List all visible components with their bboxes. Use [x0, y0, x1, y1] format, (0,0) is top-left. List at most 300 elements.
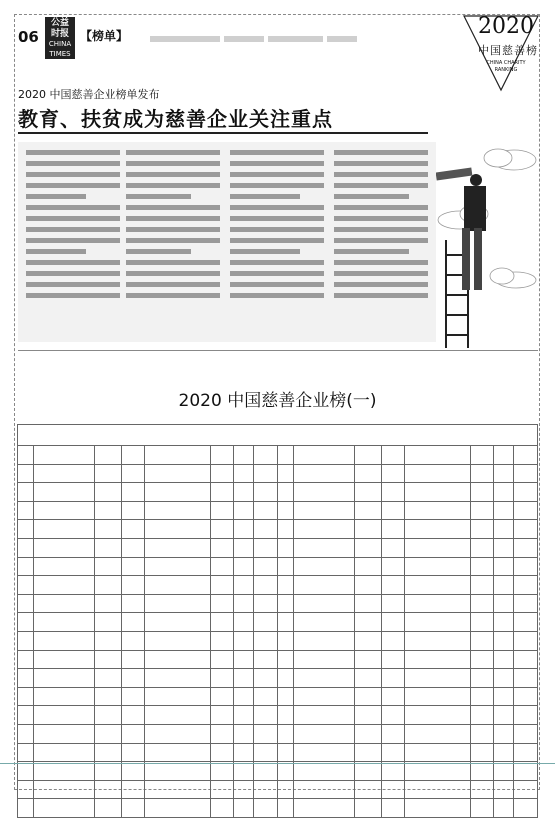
text-line-placeholder [126, 227, 220, 232]
table-cell [494, 557, 514, 576]
table-cell [405, 724, 471, 743]
table-cell [145, 576, 211, 595]
table-cell [253, 576, 277, 595]
table-cell [513, 724, 537, 743]
table-cell [513, 631, 537, 650]
table-cell [277, 520, 293, 539]
table-cell [253, 446, 277, 465]
table-cell [294, 594, 354, 613]
table-cell [94, 780, 121, 799]
table-cell [211, 538, 234, 557]
table-cell [294, 576, 354, 595]
text-line-placeholder [230, 227, 324, 232]
table-cell [277, 687, 293, 706]
table-cell [277, 650, 293, 669]
table-cell [94, 464, 121, 483]
table-cell [470, 687, 493, 706]
table-cell [382, 631, 405, 650]
table-cell [122, 501, 145, 520]
table-cell [122, 464, 145, 483]
table-cell [34, 631, 94, 650]
table-cell [382, 538, 405, 557]
table-row [18, 650, 538, 669]
table-cell [122, 762, 145, 781]
table-cell [354, 669, 381, 688]
section-tag: 【榜单】 [80, 29, 129, 43]
table-cell [145, 557, 211, 576]
table-cell [294, 557, 354, 576]
table-cell [382, 464, 405, 483]
table-cell [494, 650, 514, 669]
table-cell [382, 557, 405, 576]
table-cell [18, 762, 34, 781]
table-row [18, 724, 538, 743]
table-cell [211, 799, 234, 818]
text-line-placeholder [126, 238, 220, 243]
table-cell [294, 669, 354, 688]
table-row [18, 594, 538, 613]
table-row [18, 483, 538, 502]
table-cell [382, 687, 405, 706]
text-line-placeholder [334, 150, 428, 155]
table-cell [234, 631, 254, 650]
table-cell [494, 576, 514, 595]
table-cell [470, 613, 493, 632]
table-cell [354, 538, 381, 557]
text-line-placeholder [334, 260, 428, 265]
table-cell [513, 780, 537, 799]
table-cell [354, 743, 381, 762]
table-cell [405, 613, 471, 632]
table-cell [211, 464, 234, 483]
text-line-placeholder [334, 249, 409, 254]
ranking-table [17, 424, 538, 818]
table-row [18, 501, 538, 520]
table-cell [122, 446, 145, 465]
table-cell [494, 631, 514, 650]
table-cell [513, 557, 537, 576]
table-cell [354, 520, 381, 539]
table-cell [470, 762, 493, 781]
table-cell [34, 613, 94, 632]
table-cell [354, 557, 381, 576]
table-cell [122, 631, 145, 650]
table-cell [34, 743, 94, 762]
table-cell [294, 520, 354, 539]
text-line-placeholder [126, 282, 220, 287]
table-cell [382, 613, 405, 632]
table-cell [253, 743, 277, 762]
table-cell [18, 446, 34, 465]
table-row [18, 538, 538, 557]
table-cell [211, 724, 234, 743]
text-line-placeholder [26, 293, 120, 298]
table-cell [34, 520, 94, 539]
table-cell [470, 538, 493, 557]
newspaper-logo [45, 17, 75, 59]
table-cell [34, 780, 94, 799]
table-cell [494, 501, 514, 520]
table-cell [277, 762, 293, 781]
table-cell [494, 538, 514, 557]
article-kicker: 2020 中国慈善企业榜单发布 [18, 88, 160, 101]
table-cell [470, 520, 493, 539]
table-cell [211, 743, 234, 762]
table-cell [94, 520, 121, 539]
table-cell [18, 687, 34, 706]
table-cell [253, 724, 277, 743]
table-cell [94, 446, 121, 465]
table-cell [34, 538, 94, 557]
table-cell [405, 483, 471, 502]
table-cell [18, 650, 34, 669]
table-cell [294, 464, 354, 483]
table-cell [122, 724, 145, 743]
table-cell [513, 594, 537, 613]
text-line-placeholder [126, 260, 220, 265]
table-cell [145, 483, 211, 502]
table-cell [354, 483, 381, 502]
table-cell [145, 799, 211, 818]
table-cell [253, 780, 277, 799]
text-line-placeholder [26, 216, 120, 221]
table-cell [354, 464, 381, 483]
table-cell [122, 780, 145, 799]
table-row [18, 687, 538, 706]
table-cell [470, 780, 493, 799]
table-cell [294, 780, 354, 799]
telescope-illustration [436, 110, 540, 348]
text-line-placeholder [26, 227, 120, 232]
article-column-3 [230, 150, 324, 304]
table-title: 2020 中国慈善企业榜(一) [178, 391, 377, 411]
table-cell [470, 557, 493, 576]
table-row [18, 743, 538, 762]
table-cell [94, 799, 121, 818]
text-line-placeholder [26, 205, 120, 210]
text-line-placeholder [230, 150, 324, 155]
table-cell [18, 576, 34, 595]
table-cell [34, 483, 94, 502]
table-row [18, 557, 538, 576]
table-cell [277, 538, 293, 557]
table-cell [234, 706, 254, 725]
header-decoration [150, 27, 430, 35]
text-line-placeholder [126, 194, 191, 199]
table-cell [211, 576, 234, 595]
table-cell [94, 557, 121, 576]
table-cell [18, 669, 34, 688]
table-cell [253, 483, 277, 502]
table-cell [470, 669, 493, 688]
table-cell [234, 613, 254, 632]
table-cell [253, 799, 277, 818]
table-cell [277, 780, 293, 799]
text-line-placeholder [230, 271, 324, 276]
table-cell [405, 538, 471, 557]
table-cell [470, 650, 493, 669]
table-cell [470, 483, 493, 502]
table-cell [470, 631, 493, 650]
table-cell [234, 446, 254, 465]
table-row [18, 576, 538, 595]
text-line-placeholder [230, 194, 300, 199]
table-cell [145, 594, 211, 613]
text-line-placeholder [334, 172, 428, 177]
table-cell [122, 483, 145, 502]
table-cell [145, 724, 211, 743]
table-row [18, 520, 538, 539]
table-cell [18, 464, 34, 483]
table-cell [94, 538, 121, 557]
section-divider [18, 350, 538, 351]
table-cell [513, 483, 537, 502]
table-cell [94, 594, 121, 613]
article-body [18, 142, 436, 342]
table-cell [122, 650, 145, 669]
table-cell [122, 520, 145, 539]
text-line-placeholder [334, 205, 428, 210]
text-line-placeholder [230, 216, 324, 221]
table-cell [94, 706, 121, 725]
table-cell [34, 650, 94, 669]
table-cell [253, 650, 277, 669]
table-cell [354, 501, 381, 520]
table-cell [234, 669, 254, 688]
table-cell [294, 743, 354, 762]
table-cell [145, 501, 211, 520]
logo-line-4: TIMES [49, 50, 71, 58]
text-line-placeholder [230, 249, 300, 254]
table-cell [234, 538, 254, 557]
text-line-placeholder [26, 238, 120, 243]
table-cell [145, 613, 211, 632]
article-column-1 [26, 150, 120, 304]
table-cell [34, 762, 94, 781]
table-cell [494, 483, 514, 502]
table-cell [18, 501, 34, 520]
table-cell [513, 538, 537, 557]
table-cell [354, 446, 381, 465]
table-cell [18, 613, 34, 632]
table-cell [513, 650, 537, 669]
table-cell [382, 483, 405, 502]
text-line-placeholder [230, 172, 324, 177]
table-cell [253, 594, 277, 613]
table-cell [470, 594, 493, 613]
table-cell [494, 687, 514, 706]
article-column-2 [126, 150, 220, 304]
table-cell [18, 631, 34, 650]
table-cell [211, 687, 234, 706]
table-cell [405, 501, 471, 520]
table-cell [354, 576, 381, 595]
table-cell [405, 669, 471, 688]
table-cell [382, 799, 405, 818]
table-cell [354, 687, 381, 706]
table-cell [253, 687, 277, 706]
table-cell [405, 799, 471, 818]
table-cell [34, 669, 94, 688]
table-header [18, 425, 538, 446]
table-cell [34, 464, 94, 483]
badge-subtitle: CHINA CHARITY RANKING [486, 60, 526, 73]
table-cell [354, 613, 381, 632]
text-line-placeholder [334, 161, 428, 166]
table-cell [513, 669, 537, 688]
table-cell [234, 762, 254, 781]
table-cell [211, 446, 234, 465]
table-cell [405, 631, 471, 650]
table-cell [145, 446, 211, 465]
text-line-placeholder [126, 150, 220, 155]
table-cell [122, 594, 145, 613]
table-cell [277, 501, 293, 520]
table-cell [18, 538, 34, 557]
table-cell [122, 576, 145, 595]
table-row [18, 613, 538, 632]
table-cell [277, 631, 293, 650]
table-cell [494, 613, 514, 632]
table-cell [382, 669, 405, 688]
table-cell [145, 687, 211, 706]
text-line-placeholder [26, 172, 120, 177]
table-cell [34, 687, 94, 706]
table-cell [513, 687, 537, 706]
table-cell [234, 594, 254, 613]
table-cell [354, 631, 381, 650]
text-line-placeholder [334, 216, 428, 221]
table-cell [253, 464, 277, 483]
table-cell [18, 520, 34, 539]
table-cell [382, 520, 405, 539]
logo-line-3: CHINA [48, 40, 72, 48]
table-cell [277, 613, 293, 632]
table-cell [494, 464, 514, 483]
table-cell [234, 799, 254, 818]
table-cell [18, 799, 34, 818]
table-cell [145, 669, 211, 688]
table-cell [253, 501, 277, 520]
text-line-placeholder [126, 183, 220, 188]
table-cell [211, 780, 234, 799]
table-cell [470, 501, 493, 520]
table-cell [211, 762, 234, 781]
table-cell [294, 687, 354, 706]
table-cell [294, 501, 354, 520]
text-line-placeholder [334, 238, 428, 243]
table-cell [294, 446, 354, 465]
table-cell [277, 724, 293, 743]
table-cell [94, 501, 121, 520]
text-line-placeholder [126, 205, 220, 210]
text-line-placeholder [230, 260, 324, 265]
article-headline: 教育、扶贫成为慈善企业关注重点 [18, 107, 333, 131]
table-cell [354, 594, 381, 613]
table-cell [94, 631, 121, 650]
table-cell [494, 446, 514, 465]
table-cell [253, 538, 277, 557]
table-cell [94, 613, 121, 632]
table-cell [405, 446, 471, 465]
table-cell [145, 464, 211, 483]
table-cell [122, 743, 145, 762]
table-cell [494, 594, 514, 613]
table-row [18, 762, 538, 781]
table-cell [405, 743, 471, 762]
table-row [18, 464, 538, 483]
logo-line-2: 时报 [50, 29, 69, 39]
table-cell [145, 743, 211, 762]
table-cell [253, 520, 277, 539]
table-cell [470, 446, 493, 465]
table-cell [277, 743, 293, 762]
table-cell [354, 799, 381, 818]
table-cell [234, 780, 254, 799]
table-cell [405, 780, 471, 799]
table-cell [253, 557, 277, 576]
text-line-placeholder [26, 150, 120, 155]
text-line-placeholder [230, 183, 324, 188]
table-cell [382, 724, 405, 743]
table-cell [294, 631, 354, 650]
table-cell [277, 669, 293, 688]
table-cell [253, 669, 277, 688]
table-cell [354, 724, 381, 743]
table-cell [94, 687, 121, 706]
text-line-placeholder [126, 172, 220, 177]
table-cell [354, 762, 381, 781]
table-cell [494, 669, 514, 688]
table-cell [405, 557, 471, 576]
text-line-placeholder [334, 271, 428, 276]
table-header-row [18, 425, 538, 446]
table-cell [405, 464, 471, 483]
text-line-placeholder [334, 183, 428, 188]
table-cell [277, 594, 293, 613]
table-cell [253, 762, 277, 781]
table-cell [122, 538, 145, 557]
table-cell [253, 706, 277, 725]
table-cell [294, 799, 354, 818]
table-cell [122, 687, 145, 706]
table-cell [513, 501, 537, 520]
table-cell [234, 557, 254, 576]
table-cell [470, 724, 493, 743]
table-cell [405, 650, 471, 669]
table-cell [34, 799, 94, 818]
table-cell [145, 631, 211, 650]
table-cell [513, 613, 537, 632]
table-cell [382, 762, 405, 781]
text-line-placeholder [126, 271, 220, 276]
text-line-placeholder [26, 282, 120, 287]
text-line-placeholder [126, 161, 220, 166]
table-cell [354, 706, 381, 725]
table-cell [494, 799, 514, 818]
table-cell [211, 613, 234, 632]
table-cell [382, 594, 405, 613]
table-cell [234, 501, 254, 520]
table-cell [34, 446, 94, 465]
table-cell [211, 631, 234, 650]
headline-rule [18, 132, 428, 134]
table-cell [382, 446, 405, 465]
table-cell [145, 706, 211, 725]
table-cell [145, 520, 211, 539]
table-cell [470, 576, 493, 595]
table-cell [94, 724, 121, 743]
